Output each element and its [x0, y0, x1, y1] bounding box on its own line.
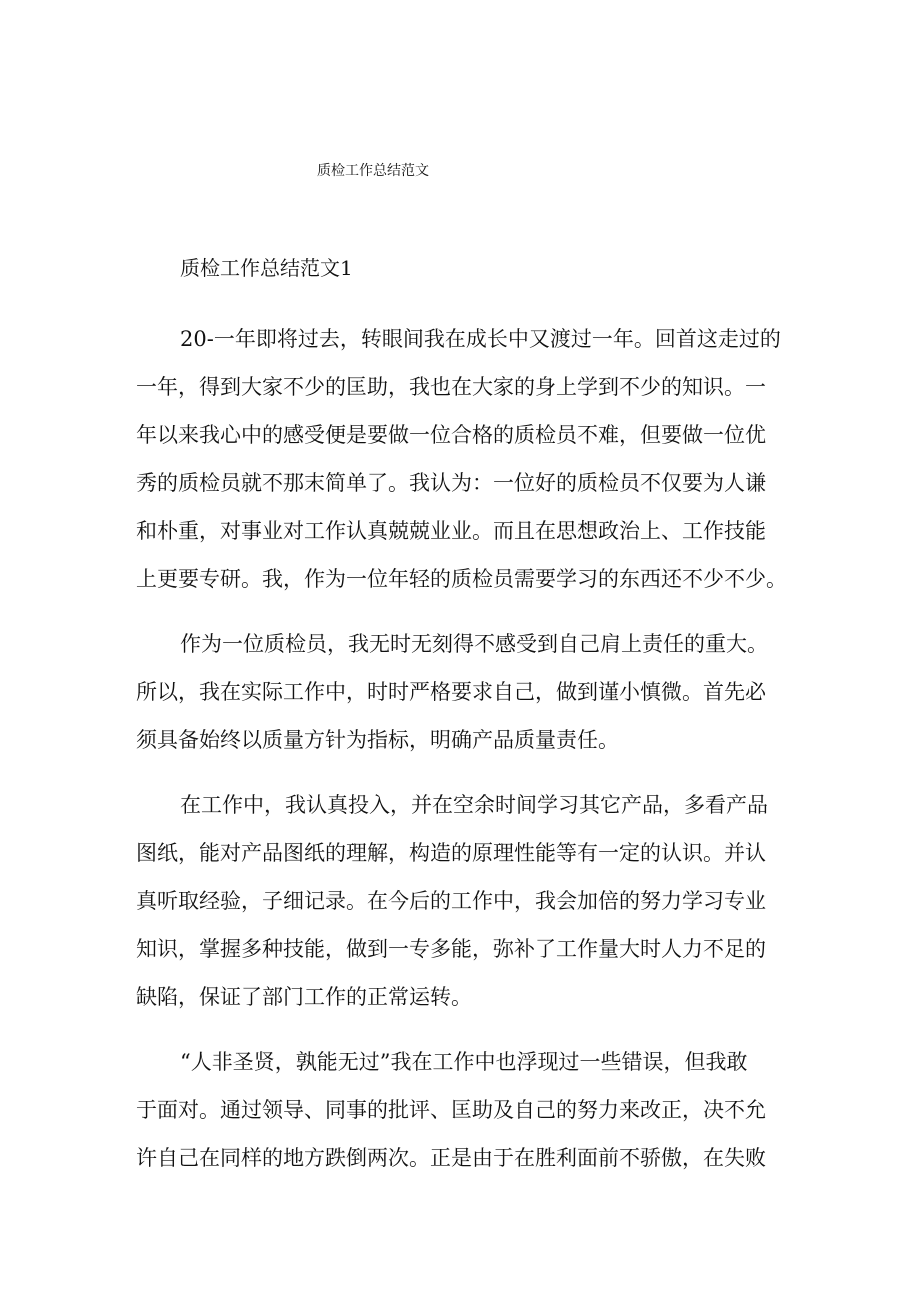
paragraph-line: 20-一年即将过去，转眼间我在成长中又渡过一年。回首这走过的 [180, 327, 781, 351]
paragraph-line: 许自己在同样的地方跌倒两次。正是由于在胜利面前不骄傲，在失败 [136, 1146, 766, 1170]
paragraph-line: 图纸，能对产品图纸的理解，构造的原理性能等有一定的认识。并认 [136, 841, 766, 865]
paragraph-line: “人非圣贤，孰能无过”我在工作中也浮现过一些错误，但我敢 [180, 1050, 748, 1074]
document-title: 质检工作总结范文 [317, 163, 429, 179]
paragraph-line: 所以，我在实际工作中，时时严格要求自己，做到谨小慎微。首先必 [136, 680, 766, 704]
paragraph-line: 和朴重，对事业对工作认真兢兢业业。而且在思想政治上、工作技能 [136, 519, 766, 543]
paragraph-line: 缺陷，保证了部门工作的正常运转。 [136, 985, 472, 1009]
paragraph-line: 秀的质检员就不那末简单了。我认为：一位好的质检员不仅要为人谦 [136, 471, 766, 495]
paragraph-4 [136, 1038, 808, 1182]
paragraph-line: 作为一位质检员，我无时无刻得不感受到自己肩上责任的重大。 [180, 632, 768, 656]
section-heading: 质检工作总结范文1 [180, 256, 353, 280]
paragraph-line: 上更要专研。我，作为一位年轻的质检员需要学习的东西还不少不少。 [136, 567, 787, 591]
paragraph-line: 知识，掌握多种技能，做到一专多能，弥补了工作量大时人力不足的 [136, 937, 766, 961]
paragraph-line: 一年，得到大家不少的匡助，我也在大家的身上学到不少的知识。一 [136, 375, 766, 399]
paragraph-1 [136, 315, 808, 603]
paragraph-line: 年以来我心中的感受便是要做一位合格的质检员不难，但要做一位优 [136, 423, 766, 447]
paragraph-line: 须具备始终以质量方针为指标，明确产品质量责任。 [136, 728, 619, 752]
paragraph-3 [136, 781, 808, 1021]
paragraph-line: 在工作中，我认真投入，并在空余时间学习其它产品，多看产品 [180, 793, 768, 817]
paragraph-2 [136, 620, 808, 764]
paragraph-line: 真听取经验，子细记录。在今后的工作中，我会加倍的努力学习专业 [136, 889, 766, 913]
paragraph-line: 于面对。通过领导、同事的批评、匡助及自己的努力来改正，决不允 [136, 1098, 766, 1122]
document-body [136, 315, 808, 1182]
